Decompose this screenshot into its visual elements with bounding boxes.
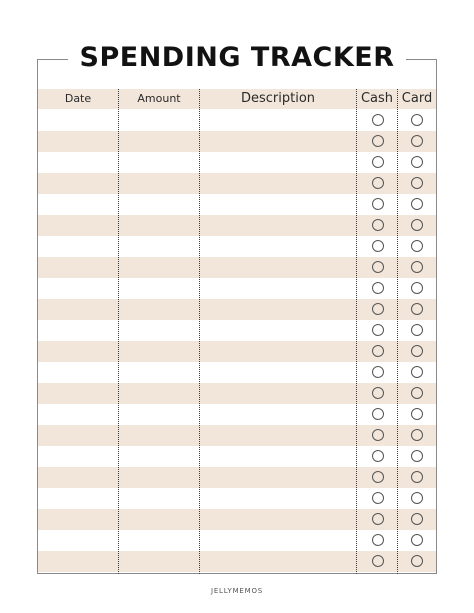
cash-checkbox[interactable] [372, 513, 384, 525]
card-checkbox[interactable] [411, 429, 423, 441]
column-divider [397, 89, 398, 574]
cash-checkbox[interactable] [372, 135, 384, 147]
card-checkbox[interactable] [411, 492, 423, 504]
card-checkbox[interactable] [411, 555, 423, 567]
column-header-cash: Cash [360, 91, 394, 106]
table-row [38, 173, 436, 194]
table-row [38, 110, 436, 131]
page-title [0, 38, 474, 78]
card-checkbox[interactable] [411, 366, 423, 378]
cash-checkbox[interactable] [372, 534, 384, 546]
card-checkbox[interactable] [411, 219, 423, 231]
cash-checkbox[interactable] [372, 240, 384, 252]
table-row [38, 215, 436, 236]
brand-footer: JELLYMEMOS [210, 587, 264, 595]
table-row [38, 383, 436, 404]
page-title-text: SPENDING TRACKER [68, 42, 407, 73]
card-checkbox[interactable] [411, 324, 423, 336]
cash-checkbox[interactable] [372, 198, 384, 210]
table-row [38, 257, 436, 278]
cash-checkbox[interactable] [372, 114, 384, 126]
cash-checkbox[interactable] [372, 303, 384, 315]
card-checkbox[interactable] [411, 240, 423, 252]
table-row [38, 488, 436, 509]
card-checkbox[interactable] [411, 408, 423, 420]
card-checkbox[interactable] [411, 156, 423, 168]
card-checkbox[interactable] [411, 261, 423, 273]
column-header-amount: Amount [137, 92, 181, 105]
table-row [38, 404, 436, 425]
cash-checkbox[interactable] [372, 366, 384, 378]
table-row [38, 236, 436, 257]
table-row [38, 530, 436, 551]
cash-checkbox[interactable] [372, 450, 384, 462]
card-checkbox[interactable] [411, 534, 423, 546]
table-row [38, 551, 436, 572]
card-checkbox[interactable] [411, 135, 423, 147]
cash-checkbox[interactable] [372, 387, 384, 399]
column-header-description: Description [240, 91, 316, 106]
cash-checkbox[interactable] [372, 219, 384, 231]
column-header-card: Card [401, 91, 433, 106]
table-row [38, 152, 436, 173]
cash-checkbox[interactable] [372, 345, 384, 357]
card-checkbox[interactable] [411, 114, 423, 126]
cash-checkbox[interactable] [372, 555, 384, 567]
column-divider [118, 89, 119, 574]
table-row [38, 341, 436, 362]
table-row [38, 446, 436, 467]
cash-checkbox[interactable] [372, 261, 384, 273]
table-row [38, 131, 436, 152]
table-row [38, 509, 436, 530]
table-row [38, 425, 436, 446]
column-divider [356, 89, 357, 574]
cash-checkbox[interactable] [372, 492, 384, 504]
table-row [38, 194, 436, 215]
cash-checkbox[interactable] [372, 282, 384, 294]
card-checkbox[interactable] [411, 198, 423, 210]
table-row [38, 320, 436, 341]
card-checkbox[interactable] [411, 345, 423, 357]
table-row [38, 467, 436, 488]
cash-checkbox[interactable] [372, 156, 384, 168]
cash-checkbox[interactable] [372, 471, 384, 483]
cash-checkbox[interactable] [372, 408, 384, 420]
card-checkbox[interactable] [411, 471, 423, 483]
card-checkbox[interactable] [411, 450, 423, 462]
cash-checkbox[interactable] [372, 429, 384, 441]
table-row [38, 278, 436, 299]
column-divider [199, 89, 200, 574]
table-row [38, 299, 436, 320]
table-header-row [38, 89, 436, 109]
cash-checkbox[interactable] [372, 177, 384, 189]
card-checkbox[interactable] [411, 513, 423, 525]
cash-checkbox[interactable] [372, 324, 384, 336]
card-checkbox[interactable] [411, 387, 423, 399]
card-checkbox[interactable] [411, 177, 423, 189]
column-header-date: Date [64, 92, 92, 105]
card-checkbox[interactable] [411, 303, 423, 315]
table-row [38, 362, 436, 383]
card-checkbox[interactable] [411, 282, 423, 294]
